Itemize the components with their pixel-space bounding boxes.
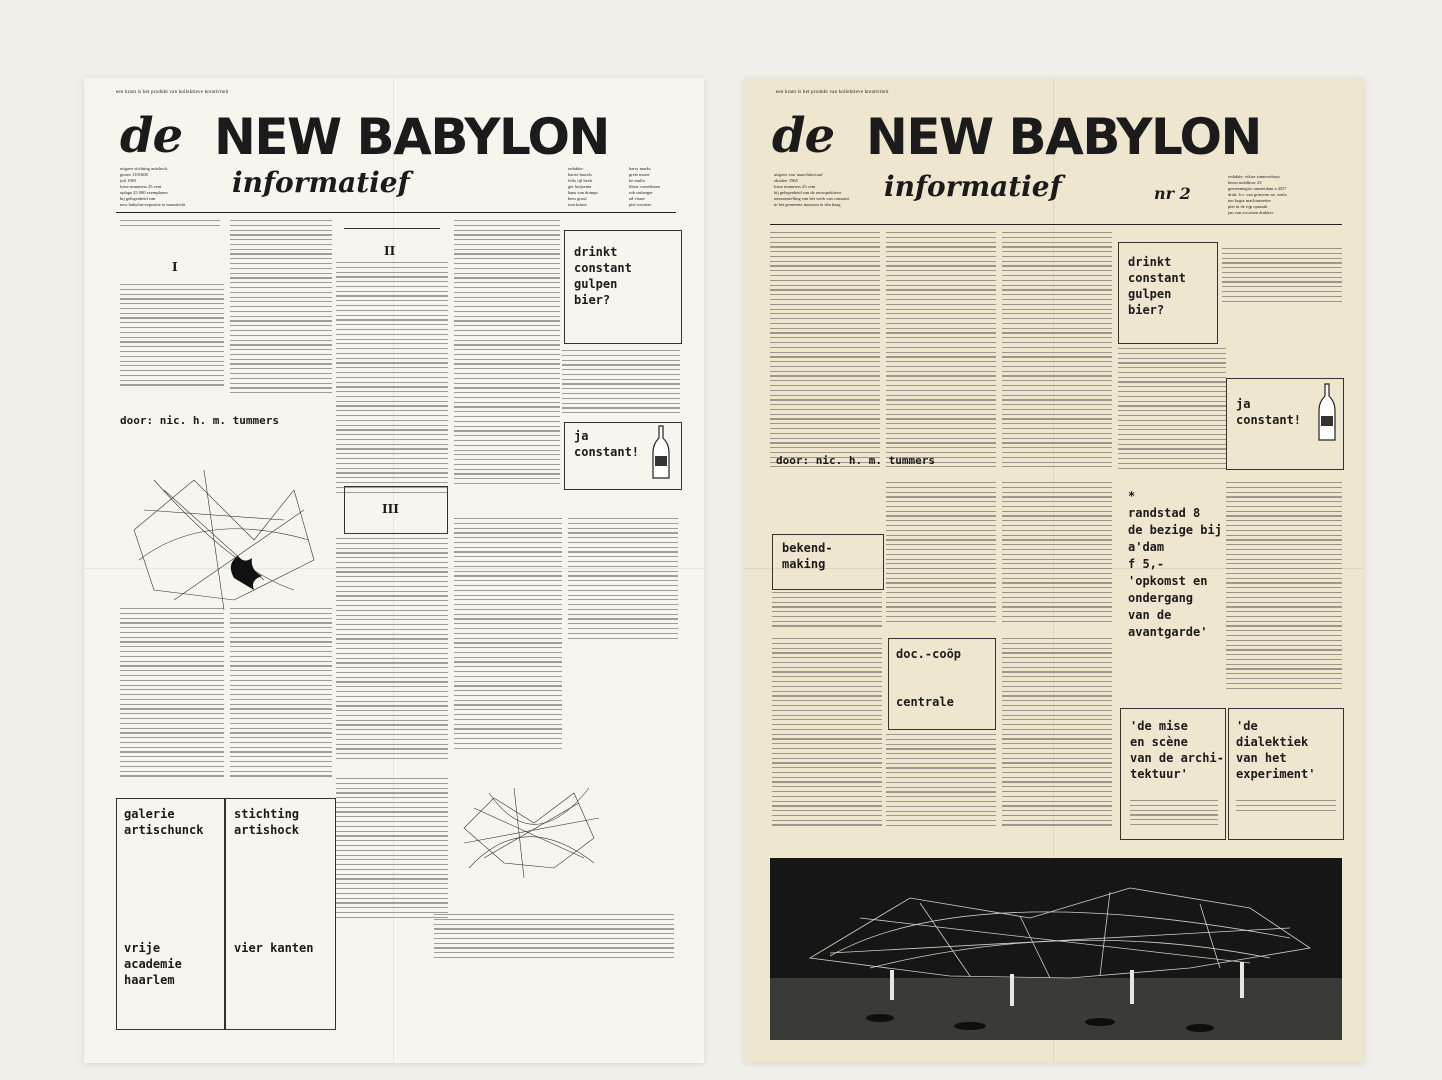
mise-en-scene-quote: 'de mise en scène van de archi- tektuur' — [1130, 719, 1224, 781]
masthead-rule — [116, 212, 676, 213]
section-heading-I: I — [172, 260, 178, 274]
text-column — [120, 284, 224, 396]
text-column — [886, 482, 996, 632]
tagline: een krant is het produkt van kollektieve kreativiteit — [116, 90, 229, 95]
text-column — [1130, 800, 1218, 830]
byline: door: nic. h. m. tummers — [120, 414, 279, 427]
text-column — [772, 592, 882, 632]
byline: door: nic. h. m. tummers — [776, 454, 935, 467]
box-vrije-academie: vrije academie haarlem — [124, 941, 182, 987]
text-column — [336, 262, 448, 512]
ad-gulpen-text: drinkt constant gulpen bier? — [1128, 255, 1186, 317]
model-photograph — [770, 858, 1342, 1040]
text-column — [886, 232, 996, 482]
dialektiek-quote: 'de dialektiek van het experiment' — [1236, 719, 1316, 781]
text-column — [120, 220, 220, 234]
box-vier-kanten: vier kanten — [234, 941, 314, 955]
masthead-de: de — [120, 108, 183, 164]
text-column — [434, 914, 674, 962]
text-column — [1222, 248, 1342, 308]
newspaper-sheet-1 — [84, 78, 704, 1063]
constant-sketch-illustration — [114, 450, 334, 620]
text-column — [1226, 482, 1342, 702]
bekendmaking-title: bekend- making — [782, 541, 833, 571]
masthead-title: NEW BABYLON — [214, 108, 609, 166]
masthead-title: NEW BABYLON — [866, 108, 1261, 166]
ad-gulpen-text: drinkt constant gulpen bier? — [574, 245, 632, 307]
masthead-de: de — [772, 108, 835, 164]
colophon-right-a: redaktie: harrie barrels felix tijl beek ger hoijsema hans van drampt kees groul tom krinia — [568, 166, 598, 207]
text-column — [336, 778, 448, 928]
text-column — [336, 538, 448, 774]
ad-ja-text: ja constant! — [574, 429, 640, 459]
beer-bottle-icon — [1316, 382, 1338, 442]
text-column — [454, 518, 562, 764]
text-column — [120, 608, 224, 788]
box-galerie-artischunck: galerie artischunck — [124, 807, 204, 837]
colophon-right: redaktie: viktor sinnewehoys beuzi mdolkuw 23 gemeentegiro amsterdam a 4557 druk: b.v. van grinsven nv, venlo ten bogie machinezetter piet in de rijp opmaak jan van zwoosen drukker — [1228, 174, 1287, 215]
randstad-notice: * randstad 8 de bezige bij a'dam f 5,- 'opkomst en ondergang van de avantgarde' — [1128, 489, 1222, 639]
box-stichting-artishock: stichting artishock — [234, 807, 300, 837]
masthead-rule — [770, 224, 1342, 225]
issue-number: nr 2 — [1154, 184, 1191, 203]
constant-sketch-illustration-2 — [454, 768, 604, 888]
section-heading-II: II — [384, 244, 396, 258]
beer-bottle-icon — [650, 424, 672, 480]
text-column — [770, 232, 880, 482]
text-column — [568, 518, 678, 648]
text-column — [1002, 638, 1112, 838]
text-column — [1236, 800, 1336, 820]
doc-coop-title: doc.-coöp — [896, 647, 962, 661]
text-column — [230, 608, 332, 788]
ad-ja-text: ja constant! — [1236, 397, 1302, 427]
text-column — [230, 220, 332, 408]
tagline: een krant is het produkt van kollektieve kreativiteit — [776, 90, 889, 95]
masthead-subtitle: informatief — [232, 166, 410, 199]
text-column — [886, 734, 996, 838]
newspaper-sheet-2 — [744, 78, 1364, 1063]
text-column — [772, 638, 882, 838]
text-column — [1002, 232, 1112, 482]
text-column — [562, 350, 680, 420]
text-column — [454, 220, 560, 512]
colophon-left: uitgave van 'anarchitectura' oktober 1965 losse nummers 25 cent bij gelegenheid van de retrospektieve tentoonstelling van het werk van constant in het gemeente museum te den haag — [774, 172, 849, 207]
colophon-right-b: barry marks grete moret he mulla libert cornelissen rob stuberger ad visser piet wouters — [629, 166, 660, 207]
new-babylon-model-image — [770, 858, 1342, 1040]
centrale-title: centrale — [896, 695, 954, 709]
colophon-left: uitgave stichting artishock gironr 1101608 juli 1965 losse nummers 25 cent oplage 25 000 exemplaren bij gelegenheid van new babylon-expositie te maastricht — [120, 166, 186, 207]
text-column — [1002, 482, 1112, 632]
text-column — [1118, 348, 1226, 478]
masthead-subtitle: informatief — [884, 170, 1062, 203]
section-heading-III: III — [382, 502, 399, 516]
